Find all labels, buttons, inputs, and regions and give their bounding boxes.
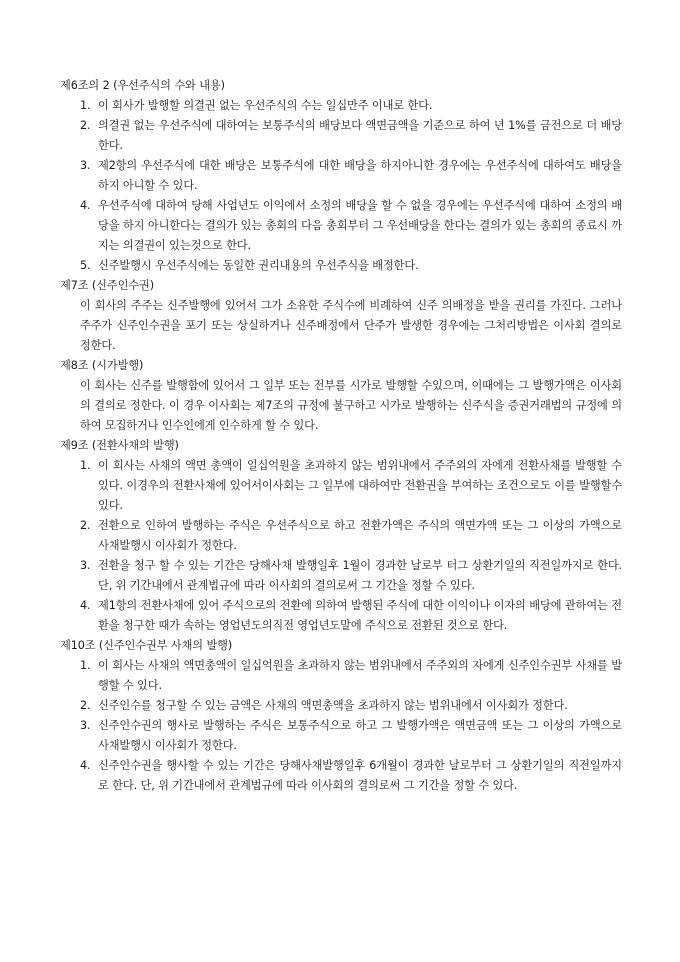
item-text: 이 회사가 발행할 의결권 없는 우선주식의 수는 일십만주 이내로 한다. (98, 99, 433, 112)
list-item (60, 556, 622, 596)
list-item (60, 116, 622, 156)
article-items (60, 656, 622, 796)
item-number: 1. (80, 99, 91, 112)
list-item (60, 596, 622, 636)
list-item (60, 196, 622, 256)
item-number: 3. (80, 719, 91, 732)
list-item (60, 456, 622, 516)
item-number: 3. (80, 159, 91, 172)
article-9 (60, 436, 622, 636)
item-number: 3. (80, 559, 91, 572)
list-item (60, 696, 622, 716)
item-text: 전환을 청구 할 수 있는 기간은 당해사채 발행일후 1월이 경과한 날로부 터그 상환기일의 직전일까지로 한다. 단, 위 기간내에서 관계법규에 따라 이사회의 결의로써 그 기간을 정할 수 있다. (98, 559, 622, 592)
item-number: 4. (80, 199, 91, 212)
item-number: 5. (80, 259, 91, 272)
item-text: 신주인수권을 행사할 수 있는 기간은 당해사채발행일후 6개월이 경과한 날로부터 그 상환기일의 직전일까지로 한다. 단, 위 기간내에서 관계법규에 따라 이사회의 결의로써 그 기간을 정할 수 있다. (98, 759, 622, 792)
item-number: 2. (80, 519, 91, 532)
item-text: 이 회사는 사채의 액면 총액이 일십억원을 초과하지 않는 범위내에서 주주외의 자에게 전환사채를 발행할 수 있다. 이경우의 전환사채에 있어서이사회는 그 일부에 대하여만 전환권을 부여하는 조건으로도 이를 발행할수 있다. (98, 459, 622, 512)
list-item (60, 156, 622, 196)
item-number: 1. (80, 659, 91, 672)
item-text: 우선주식에 대하여 당해 사업년도 이익에서 소정의 배당을 할 수 없을 경우에는 우선주식에 대하여 소정의 배당을 하지 아니한다는 결의가 있는 총회의 다음 총회부터 그 우선배당을 한다는 결의가 있는 총회의 종료시 까지는 의결권이 있는것으로 한다. (98, 199, 622, 252)
item-text: 이 회사는 사채의 액면총액이 일십억원을 초과하지 않는 범위내에서 주주외의 자에게 신주인수권부 사채를 발행할 수 있다. (98, 659, 622, 692)
list-item (60, 756, 622, 796)
article-heading: 제6조의 2 (우선주식의 수와 내용) (60, 79, 225, 92)
item-text: 제1항의 전환사채에 있어 주식으로의 전환에 의하여 발행된 주식에 대한 이익이나 이자의 배당에 관하여는 전환을 청구한 때가 속하는 영업년도의직전 영업년도말에 주식으로 전환된 것으로 한다. (98, 599, 622, 632)
list-item (60, 716, 622, 756)
article-8 (60, 356, 622, 436)
item-number: 4. (80, 759, 91, 772)
item-number: 2. (80, 119, 91, 132)
list-item (60, 96, 622, 116)
article-paragraph: 이 회사의 주주는 신주발행에 있어서 그가 소유한 주식수에 비례하여 신주 의배정을 받을 권리를 가진다. 그러나 주주가 신주인수권을 포기 또는 상실하거나 신주배정에서 단주가 발생한 경우에는 그처리방법은 이사회 결의로 정한다. (80, 299, 622, 352)
item-text: 신주발행시 우선주식에는 동일한 권리내용의 우선주식을 배정한다. (98, 259, 419, 272)
item-text: 신주인수권의 행사로 발행하는 주식은 보통주식으로 하고 그 발행가액은 액면금액 또는 그 이상의 가액으로 사채발행시 이사회가 정한다. (98, 719, 622, 752)
article-7 (60, 276, 622, 356)
list-item (60, 656, 622, 696)
list-item (60, 256, 622, 276)
article-heading: 제9조 (전환사채의 발행) (60, 439, 179, 452)
article-items (60, 456, 622, 636)
list-item (60, 516, 622, 556)
item-number: 4. (80, 599, 91, 612)
item-text: 신주인수를 청구할 수 있는 금액은 사채의 액면총액을 초과하지 않는 범위내에서 이사회가 정한다. (98, 699, 568, 712)
item-text: 제2항의 우선주식에 대한 배당은 보통주식에 대한 배당을 하지아니한 경우에는 우선주식에 대하여도 배당을 하지 아니할 수 있다. (98, 159, 622, 192)
article-10 (60, 636, 622, 796)
article-heading: 제10조 (신주인수권부 사채의 발행) (60, 639, 233, 652)
article-paragraph: 이 회사는 신주를 발행함에 있어서 그 일부 또는 전부를 시가로 발행할 수있으며, 이때에는 그 발행가액은 이사회의 결의로 정한다. 이 경우 이사회는 제7조의 규정에 불구하고 시가로 발행하는 신주식을 증권거래법의 규정에 의하여 모집하거나 인수인에게 인수하게 할 수 있다. (80, 379, 622, 432)
article-items (60, 96, 622, 276)
item-text: 전환으로 인하여 발행하는 주식은 우선주식으로 하고 전환가액은 주식의 액면가액 또는 그 이상의 가액으로 사채발행시 이사회가 정한다. (98, 519, 622, 552)
item-number: 1. (80, 459, 91, 472)
item-text: 의결권 없는 우선주식에 대하여는 보통주식의 배당보다 액면금액을 기준으로 하여 년 1%를 금전으로 더 배당한다. (98, 119, 622, 152)
article-heading: 제7조 (신주인수권) (60, 279, 154, 292)
article-6-2 (60, 76, 622, 276)
article-heading: 제8조 (시가발행) (60, 359, 144, 372)
item-number: 2. (80, 699, 91, 712)
